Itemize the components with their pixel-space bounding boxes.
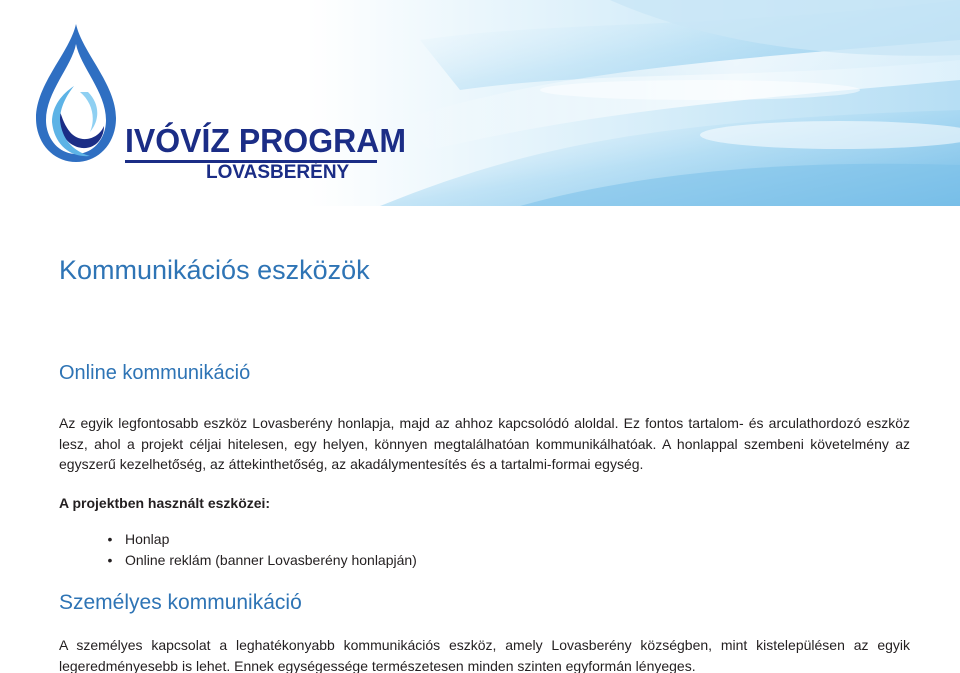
- page-title: Kommunikációs eszközök: [59, 255, 370, 285]
- water-drop-icon: [30, 22, 122, 170]
- online-paragraph: Az egyik legfontosabb eszköz Lovasberény honlapja, majd az ahhoz kapcsolódó aloldal. Ez fontos tartalom- és arculathordozó eszköz lesz, ahol a projekt céljai hitelesen, egy helyen, könnyen megtalálhatóan kommunikálhatóak. A honlappal szembeni követelmény az egyszerű kezelhetőség, az áttekinthetőség, az akadálymentesítés és a tartalmi-formai egység.: [59, 415, 910, 472]
- logo-title: IVÓVÍZ PROGRAM: [125, 122, 406, 159]
- section-heading-online: Online kommunikáció: [59, 362, 251, 384]
- bullet-icon: •: [107, 551, 113, 568]
- list-item: [59, 529, 417, 550]
- list-item-label: Online reklám (banner Lovasberény honlapján): [125, 551, 417, 568]
- list-item-label: Honlap: [125, 531, 170, 547]
- tools-heading: A projektben használt eszközei:: [59, 495, 271, 511]
- bullet-icon: •: [107, 531, 113, 547]
- header-banner: [0, 0, 960, 206]
- logo-subtitle: LOVASBERÉNY: [206, 162, 350, 183]
- personal-paragraph: A személyes kapcsolat a leghatékonyabb kommunikációs eszköz, amely Lovasberény községben, mint kistelepülésen az egyik legeredményesebb is lehet. Ennek egységessége természetesen minden szinten egyformán lényeges.: [59, 637, 910, 673]
- list-item: [59, 550, 417, 571]
- section-heading-personal: Személyes kommunikáció: [59, 591, 302, 614]
- water-wave-background: [0, 0, 960, 206]
- tools-list: [59, 529, 417, 570]
